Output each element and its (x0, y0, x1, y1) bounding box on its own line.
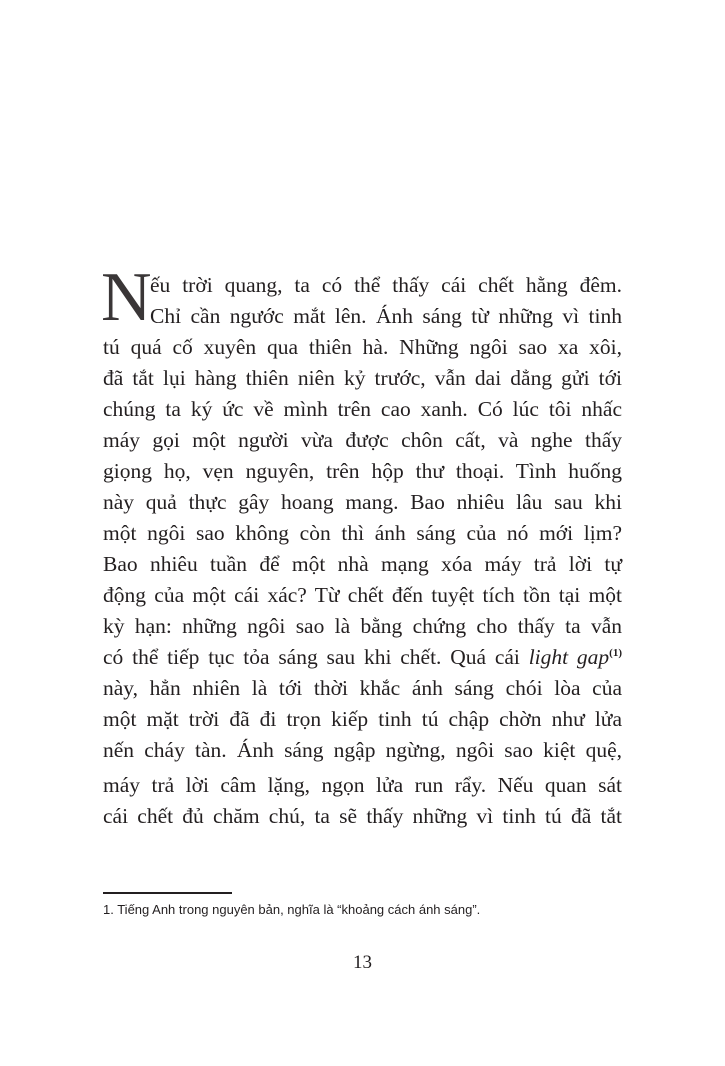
text-line: này, hẳn nhiên là tới thời khắc ánh sáng chói lòa của (103, 676, 622, 700)
text-line: chúng ta ký ức về mình trên cao xanh. Có lúc tôi nhấc (103, 397, 622, 421)
text-line: một ngôi sao không còn thì ánh sáng của nó mới lịm? (103, 521, 622, 545)
text-line: một mặt trời đã đi trọn kiếp tinh tú chập chờn như lửa (103, 707, 622, 731)
text-line: cái chết đủ chăm chú, ta sẽ thấy những vì tinh tú đã tắt (103, 804, 622, 828)
text-line (103, 642, 622, 673)
footnote: 1. Tiếng Anh trong nguyên bản, nghĩa là “khoảng cách ánh sáng”. (103, 902, 481, 917)
text-line: tú quá cố xuyên qua thiên hà. Những ngôi sao xa xôi, (103, 335, 622, 359)
text-line: đã tắt lụi hàng thiên niên kỷ trước, vẫn dai dẳng gửi tới (103, 366, 622, 390)
text-segment: có thể tiếp tục tỏa sáng sau khi chết. Quá cái (103, 645, 520, 669)
text-line: Bao nhiêu tuần để một nhà mạng xóa máy trả lời tự (103, 552, 622, 576)
text-line: giọng họ, vẹn nguyên, trên hộp thư thoại. Tình huống (103, 459, 622, 483)
text-line: Chỉ cần ngước mắt lên. Ánh sáng từ những vì tinh (150, 304, 622, 328)
text-line: nến cháy tàn. Ánh sáng ngập ngừng, ngôi sao kiệt quệ, (103, 738, 622, 762)
page-number: 13 (353, 952, 372, 973)
text-line: động của một cái xác? Từ chết đến tuyệt tích tồn tại một (103, 583, 622, 607)
drop-cap: N (101, 259, 152, 336)
text-line: máy trả lời câm lặng, ngọn lửa run rẩy. Nếu quan sát (103, 773, 622, 797)
text-line: máy gọi một người vừa được chôn cất, và nghe thấy (103, 428, 622, 452)
italic-term: light gap (528, 645, 610, 669)
footnote-reference[interactable]: (1) (609, 647, 622, 659)
text-line: này quả thực gây hoang mang. Bao nhiêu lâu sau khi (103, 490, 622, 514)
text-line: kỳ hạn: những ngôi sao là bằng chứng cho thấy ta vẫn (103, 614, 622, 638)
text-line: ếu trời quang, ta có thể thấy cái chết hằng đêm. (150, 273, 622, 297)
footnote-divider (103, 892, 232, 894)
